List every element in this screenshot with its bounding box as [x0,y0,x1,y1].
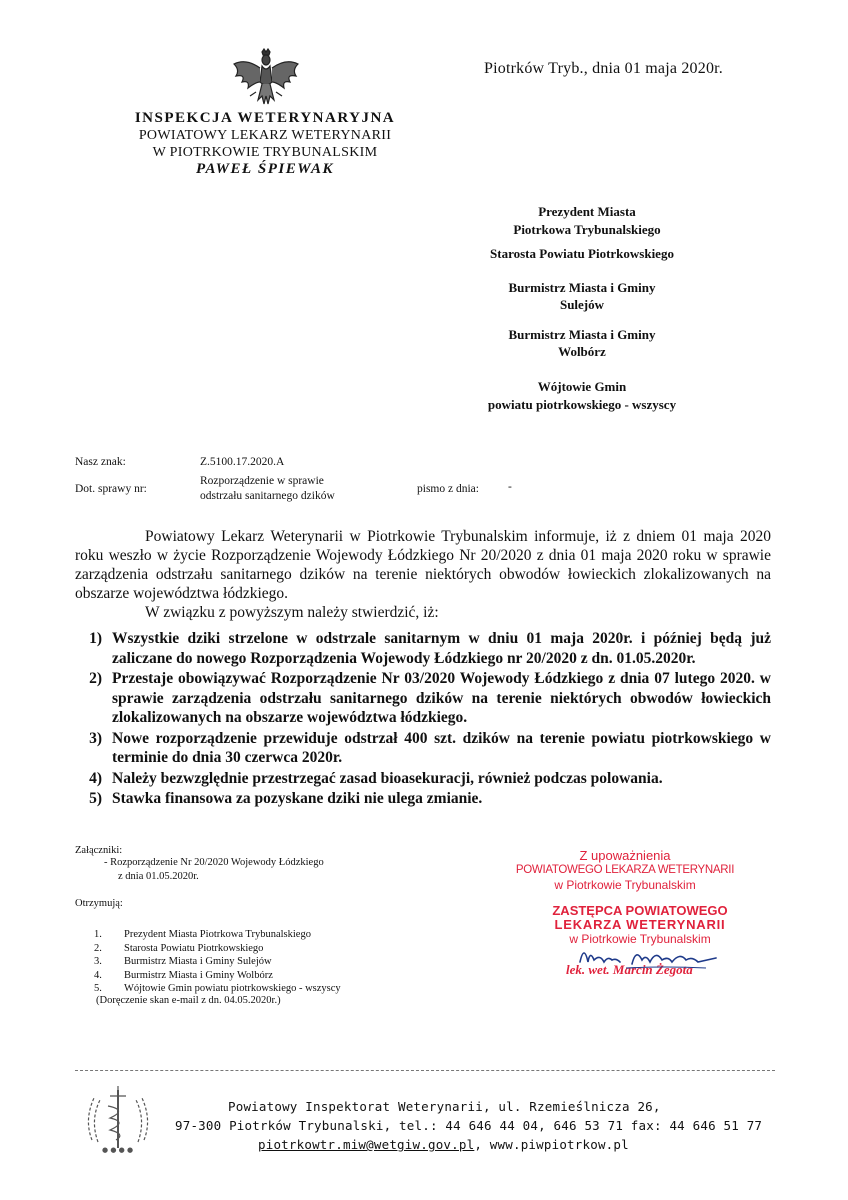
list-text: Przestaje obowiązywać Rozporządzenie Nr 03/2020 Wojewody Łódzkiego z dnia 07 lutego 2020. w sprawie zarządzenia odstrzału sanitarnego dzików na terenie niektórych obwodów łowieckich zlokalizowanych na obszarze województwa łódzkiego. [112,670,771,726]
subject-label: Dot. sprawy nr: [75,483,147,495]
distribution-number: 4. [94,969,102,981]
deputy-name: lek. wet. Marcin Żegota [566,962,693,977]
stamp-line: ZASTĘPCA POWIATOWEGO [552,903,728,918]
intro-paragraph: Powiatowy Lekarz Weterynarii w Piotrkowie Trybunalskim informuje, iż z dniem 01 maja 2020 roku weszło w życie Rozporządzenie Wojewody Łódzkiego Nr 20/2020 z dnia 01 maja 2020 roku w sprawie zarządzenia odstrzału sanitarnego dzików na terenie niektórych obwodów łowieckich zlokalizowanych na obszarze województwa łódzkiego. [75,528,771,602]
office-city: W PIOTRKOWIE TRYBUNALSKIM [152,145,378,160]
recipient-line: Wójtowie Gmin [537,379,627,394]
attachment-line: - Rozporządzenie Nr 20/2020 Wojewody Łódzkiego [104,857,324,868]
distribution-number: 1. [94,929,102,940]
footer-web [258,1137,629,1152]
stamp-line: w Piotrkowie Trybunalskim [569,932,711,946]
polish-eagle-emblem [228,48,304,110]
distribution-list [94,928,341,996]
recipient-1 [457,203,717,239]
distribution-text: Burmistrz Miasta i Gminy Sulejów [124,956,272,967]
recipient-line: Piotrkowa Trybunalskiego [513,222,661,237]
footer-divider [75,1070,775,1071]
stamp-line: POWIATOWEGO LEKARZA WETERYNARII [515,864,735,876]
distribution-number: 2. [94,942,102,954]
distribution-text: Wójtowie Gmin powiatu piotrkowskiego - wszyscy [124,983,341,994]
list-number: 2) [89,670,102,687]
list-number: 3) [89,729,102,747]
footer-address: Powiatowy Inspektorat Weterynarii, ul. Rzemieślnicza 26, [228,1099,661,1114]
distribution-item [94,942,341,956]
letter-date-label: pismo z dnia: [417,483,479,495]
subject-line: odstrzału sanitarnego dzików [200,490,335,502]
distribution-item [94,955,341,969]
distribution-text: Burmistrz Miasta i Gminy Wolbórz [124,969,273,981]
our-ref-label: Nasz znak: [75,456,126,468]
list-number: 5) [89,790,102,807]
list-item [75,629,771,668]
authorization-stamp [505,848,745,893]
letter-date-value: - [508,481,512,493]
list-item [75,729,771,768]
document-date: Piotrków Tryb., dnia 01 maja 2020r. [484,60,724,77]
body-paragraphs [75,527,771,622]
distribution-text: Prezydent Miasta Piotrkowa Trybunalskiego [124,929,311,940]
recipient-5 [452,378,712,414]
distribution-label: Otrzymują: [75,898,123,909]
list-item [75,789,771,809]
list-number: 1) [89,630,102,647]
office-name: POWIATOWY LEKARZ WETERYNARII [138,128,392,143]
footer-separator: , [474,1137,483,1152]
subject-value [200,474,335,504]
stamp-line: LEKARZA WETERYNARII [554,917,726,932]
attachment-date: z dnia 01.05.2020r. [118,871,199,882]
distribution-text: Starosta Powiatu Piotrkowskiego [124,942,264,954]
handwritten-signature [576,940,726,974]
list-item [75,769,771,789]
list-number: 4) [89,769,102,787]
sender-block [100,110,430,178]
recipient-2 [452,246,712,262]
subject-line: Rozporządzenie w sprawie [200,475,324,487]
recipient-line: Burmistrz Miasta i Gminy [508,327,656,342]
conclusion-lead: W związku z powyższym należy stwierdzić, iż: [145,604,439,621]
list-text: Stawka finansowa za pozyskane dziki nie ulega zmianie. [112,790,483,807]
findings-list [75,629,771,810]
email-link[interactable]: piotrkowtr.miw@wetgiw.gov.pl [258,1137,475,1152]
recipient-4 [452,326,712,360]
veterinary-logo-icon [80,1082,156,1156]
distribution-number: 5. [94,983,102,994]
list-text: Nowe rozporządzenie przewiduje odstrzał 400 szt. dzików na terenie powiatu piotrkowskiego w terminie do dnia 30 czerwca 2020r. [112,729,771,766]
attachments-label: Załączniki: [75,845,123,856]
recipient-3 [452,279,712,313]
delivery-note: (Doręczenie skan e-mail z dn. 04.05.2020r.) [96,995,281,1006]
stamp-line: Z upoważnienia [579,848,671,863]
distribution-item [94,928,341,942]
svg-text:● ● ● ●: ● ● ● ● [102,1146,134,1154]
institution-name: INSPEKCJA WETERYNARYJNA [134,110,396,126]
stamp-line: w Piotrkowie Trybunalskim [554,878,696,892]
recipient-line: Wolbórz [558,344,606,359]
footer-contact: 97-300 Piotrków Trybunalski, tel.: 44 646 44 04, 646 53 71 fax: 44 646 51 77 [175,1118,763,1133]
distribution-number: 3. [94,956,102,967]
list-text: Wszystkie dziki strzelone w odstrzale sanitarnym w dniu 01 maja 2020r. i później będą już zaliczane do nowego Rozporządzenia Wojewody Łódzkiego nr 20/2020 z dn. 01.05.2020r. [112,630,771,667]
list-item [75,669,771,728]
recipient-line: Prezydent Miasta [538,204,636,219]
recipient-line: powiatu piotrkowskiego - wszyscy [487,397,677,412]
website-link[interactable]: www.piwpiotrkow.pl [489,1137,629,1152]
recipient-line: Burmistrz Miasta i Gminy [508,280,656,295]
sender-name: PAWEŁ ŚPIEWAK [195,161,334,177]
distribution-item [94,969,341,983]
recipient-line: Starosta Powiatu Piotrkowskiego [490,246,674,261]
our-ref-value: Z.5100.17.2020.A [200,456,285,468]
recipient-line: Sulejów [559,297,605,312]
list-text: Należy bezwzględnie przestrzegać zasad bioasekuracji, również podczas polowania. [112,769,663,787]
